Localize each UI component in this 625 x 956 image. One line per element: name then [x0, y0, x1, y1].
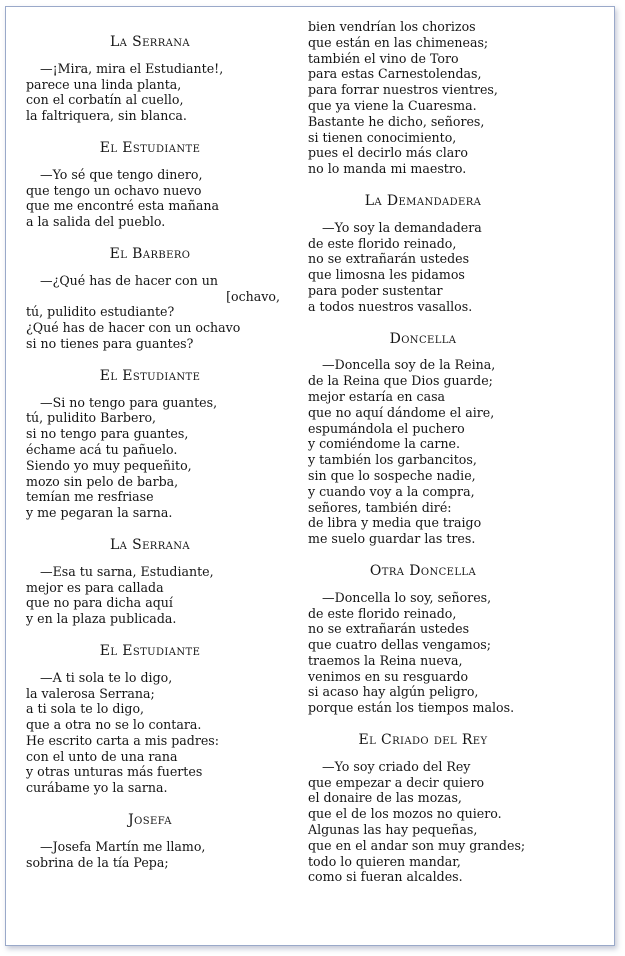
verse-line: que el de los mozos no quiero.	[308, 806, 502, 822]
verse-line: señores, también diré:	[308, 499, 452, 515]
verse-line: con el unto de una rana	[26, 748, 178, 764]
verse-line: que no aquí dándome el aire,	[308, 404, 495, 420]
verse-block	[308, 194, 608, 315]
speaker-heading-doncella: Doncella	[389, 330, 457, 347]
verse-block	[26, 813, 294, 870]
verse-line: y también los garbancitos,	[308, 452, 477, 468]
verse-line: —Josefa Martín me llamo,	[40, 838, 206, 854]
verse-line: de este florido reinado,	[308, 235, 457, 251]
verse-line: que limosna les pidamos	[308, 267, 465, 283]
speaker-heading-el-estudiante: El Estudiante	[99, 642, 201, 659]
verse-line: —Doncella lo soy, señores,	[322, 589, 492, 605]
verse-block	[308, 564, 608, 716]
verse-line: no se extrañarán ustedes	[308, 251, 470, 267]
verse-block	[308, 19, 608, 177]
verse-line: la faltriquera, sin blanca.	[26, 108, 187, 124]
verse-line: sin que lo sospeche nadie,	[308, 467, 476, 483]
verse-line: y me pegaran la sarna.	[26, 505, 173, 521]
verse-line: temían me resfriase	[26, 489, 154, 505]
verse-line: mejor estaría en casa	[308, 388, 446, 404]
verse-block	[26, 644, 294, 796]
verse-line: curábame yo la sarna.	[26, 780, 168, 796]
speaker-heading-la-serrana: La Serrana	[109, 34, 191, 50]
verse-line: que empezar a decir quiero	[308, 774, 485, 790]
verse-line: —A ti sola te lo digo,	[40, 669, 173, 685]
verse-line: venimos en su resguardo	[308, 668, 469, 684]
verse-line: si no tienes para guantes?	[26, 335, 194, 351]
verse-line: si acaso hay algún peligro,	[308, 684, 479, 700]
verse-line: Algunas las hay pequeñas,	[308, 822, 478, 838]
verse-line: no se extrañarán ustedes	[308, 621, 470, 637]
verse-line: también el vino de Toro	[308, 50, 459, 66]
verse-line: de la Reina que Dios guarde;	[308, 373, 493, 389]
left-column	[26, 35, 294, 887]
speaker-heading-josefa: Josefa	[128, 812, 172, 829]
speaker-heading-el-estudiante: El Estudiante	[99, 139, 201, 156]
document-page	[5, 6, 615, 946]
verse-line: de este florido reinado,	[308, 605, 457, 621]
verse-block	[26, 141, 294, 230]
verse-line: He escrito carta a mis padres:	[26, 732, 220, 748]
verse-line: que están en las chimeneas;	[308, 34, 489, 50]
verse-line: que me encontré esta mañana	[26, 198, 220, 214]
verse-line: el donaire de las mozas,	[308, 790, 462, 806]
verse-line: tú, pulidito estudiante?	[26, 304, 175, 320]
verse-line: para estas Carnestolendas,	[308, 66, 482, 82]
verse-line: —¿Qué has de hacer con un	[40, 272, 218, 288]
verse-line: a todos nuestros vasallos.	[308, 298, 473, 314]
verse-line: pues el decirlo más claro	[308, 145, 468, 161]
verse-line: para poder sustentar	[308, 282, 443, 298]
verse-line: y cuando voy a la compra,	[308, 483, 475, 499]
speaker-heading-la-demandadera: La Demandadera	[364, 192, 482, 209]
verse-line: que no para dicha aquí	[26, 595, 173, 611]
verse-line: —Yo soy criado del Rey	[322, 758, 471, 774]
verse-line: que cuatro dellas vengamos;	[308, 637, 491, 653]
verse-line: ¿Qué has de hacer con un ochavo	[26, 320, 241, 336]
verse-line: que en el andar son muy grandes;	[308, 837, 526, 853]
speaker-heading-otra-doncella: Otra Doncella	[369, 562, 477, 579]
speaker-heading-el-estudiante: El Estudiante	[99, 367, 201, 384]
verse-line: tú, pulidito Barbero,	[26, 410, 157, 426]
verse-line: si tienen conocimiento,	[308, 129, 457, 145]
verse-line: —Esa tu sarna, Estudiante,	[40, 563, 214, 579]
verse-line: que ya viene la Cuaresma.	[308, 97, 477, 113]
verse-line: como si fueran alcaldes.	[308, 869, 463, 885]
verse-line: échame acá tu pañuelo.	[26, 441, 178, 457]
verse-line: la valerosa Serrana;	[26, 685, 155, 701]
verse-line: todo lo quieren mandar,	[308, 853, 461, 869]
verse-line: parece una linda planta,	[26, 76, 182, 92]
verse-line: no lo manda mi maestro.	[308, 161, 467, 177]
verse-line: Bastante he dicho, señores,	[308, 113, 485, 129]
verse-line: y comiéndome la carne.	[308, 436, 461, 452]
verse-line: me suelo guardar las tres.	[308, 531, 476, 547]
verse-line: bien vendrían los chorizos	[308, 19, 476, 34]
verse-line: para forrar nuestros vientres,	[308, 82, 498, 98]
verse-block	[26, 35, 294, 124]
verse-line: mozo sin pelo de barba,	[26, 473, 179, 489]
verse-block	[308, 332, 608, 547]
verse-block	[26, 247, 294, 352]
verse-line: Siendo yo muy pequeñito,	[26, 457, 192, 473]
speaker-heading-la-serrana: La Serrana	[109, 536, 191, 553]
verse-line: si no tengo para guantes,	[26, 426, 189, 442]
verse-line: —Yo soy la demandadera	[322, 219, 482, 235]
verse-line: y en la plaza publicada.	[26, 611, 177, 627]
verse-line: a ti sola te lo digo,	[26, 701, 145, 717]
verse-line: mejor es para callada	[26, 579, 164, 595]
verse-line: de libra y media que traigo	[308, 515, 482, 531]
speaker-heading-el-barbero: El Barbero	[109, 245, 191, 262]
verse-line: espumándola el puchero	[308, 420, 465, 436]
verse-block	[26, 538, 294, 627]
verse-line: —Yo sé que tengo dinero,	[40, 166, 203, 182]
verse-line: con el corbatín al cuello,	[26, 92, 184, 108]
verse-line: que a otra no se lo contara.	[26, 717, 202, 733]
verse-line: [ochavo,	[226, 288, 280, 304]
verse-line: sobrina de la tía Pepa;	[26, 854, 169, 870]
verse-line: —¡Mira, mira el Estudiante!,	[40, 60, 224, 76]
speaker-heading-el-criado-del-rey: El Criado del Rey	[358, 732, 488, 749]
right-column	[308, 19, 608, 902]
verse-line: que tengo un ochavo nuevo	[26, 182, 202, 198]
verse-block	[308, 733, 608, 885]
verse-line: a la salida del pueblo.	[26, 214, 166, 230]
verse-line: —Doncella soy de la Reina,	[322, 357, 496, 373]
verse-line: y otras unturas más fuertes	[26, 764, 203, 780]
verse-line: traemos la Reina nueva,	[308, 652, 463, 668]
verse-line: porque están los tiempos malos.	[308, 700, 515, 716]
verse-block	[26, 369, 294, 521]
verse-line: —Si no tengo para guantes,	[40, 394, 218, 410]
